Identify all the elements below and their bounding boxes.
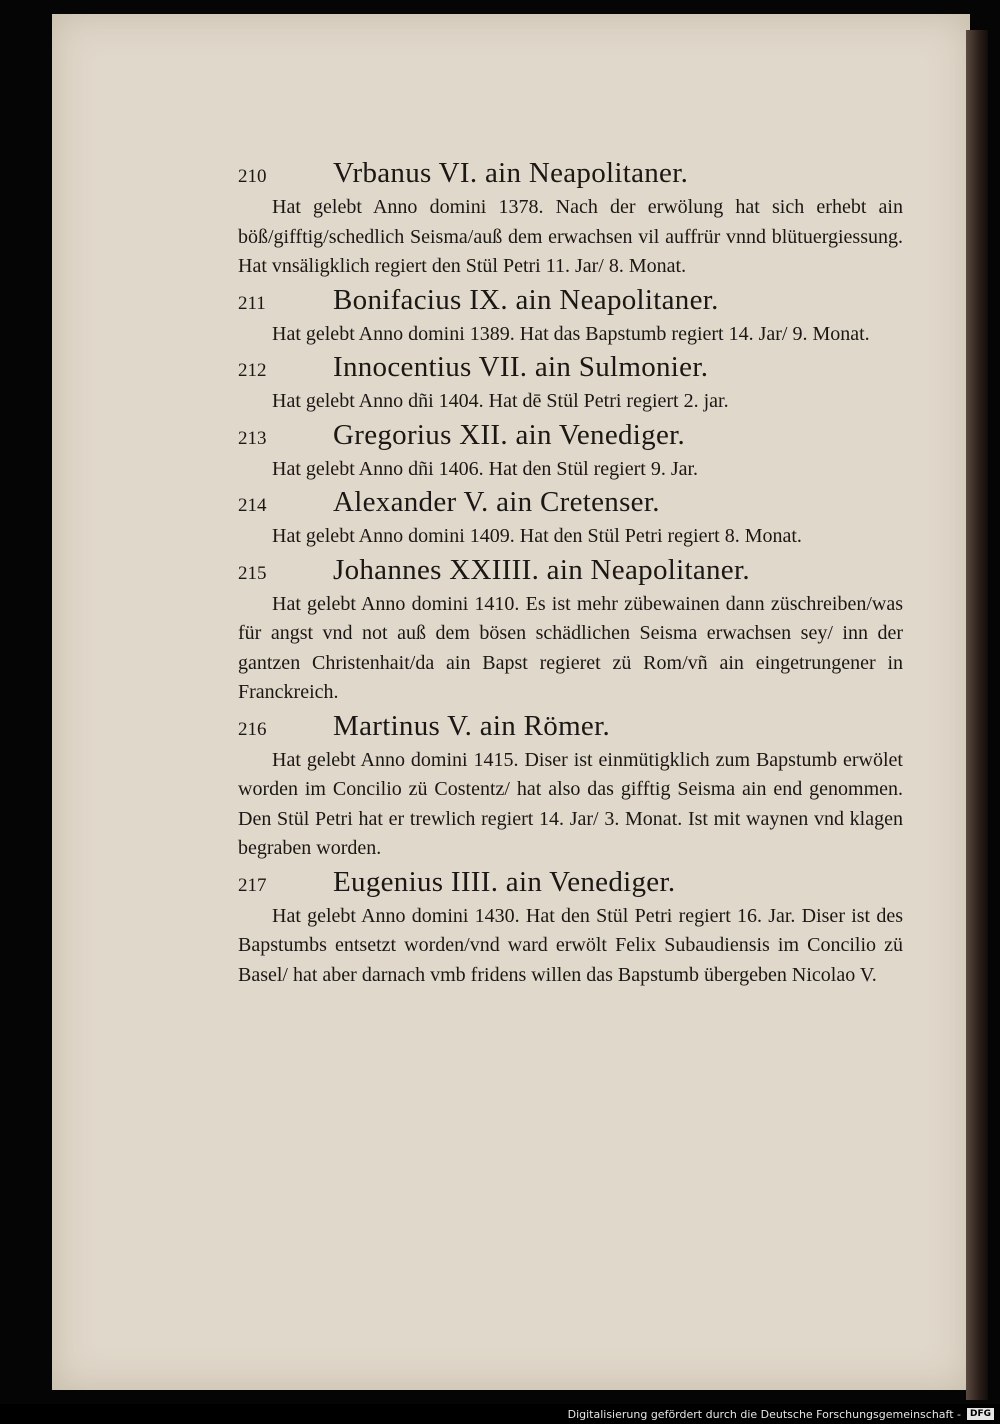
entry-text: Hat gelebt Anno dñi 1406. Hat den Stül regiert 9. Jar. [272,457,699,480]
entry-title: Johannes XXIIII. ain Neapolitaner. [333,553,750,586]
entry-heading [238,419,903,455]
entry-title: Alexander V. ain Cretenser. [333,486,660,518]
entry-heading [238,486,903,522]
entry-number: 212 [238,360,267,381]
entry-text: Hat gelebt Anno domini 1410. Es ist mehr zübewainen dann züschreiben/was für angst vnd not auß dem bösen schädlichen Seisma erwachsen sey/ inn der gantzen Christenhait/da ain Bapst regieret zü Rom/vñ ain eingetrungener in Franckreich. [238,592,903,703]
entry-text: Hat gelebt Anno domini 1409. Hat den Stül Petri regiert 8. Monat. [272,525,802,547]
entry-text: Hat gelebt Anno domini 1378. Nach der erwölung hat sich erhebt ain böß/gifftig/schedlich Seisma/auß dem erwachsen vil auffrür vnnd blütuergiessung. Hat vnsäligklich regiert den Stül Petri 11. Jar/ 8. Monat. [238,196,903,277]
entry-text: Hat gelebt Anno domini 1430. Hat den Stül Petri regiert 16. Jar. Diser ist des Bapstumbs entsetzt worden/vnd ward erwölt Felix Subaudiensis im Concilio zü Basel/ hat aber darnach vmb fridens willen das Bapstumb übergeben Nicolao V. [238,904,903,986]
entry-number: 213 [238,427,267,449]
footer-credit: Digitalisierung gefördert durch die Deutsche Forschungsgemeinschaft - [567,1407,961,1421]
entry-number: 214 [238,495,267,516]
dfg-logo-icon: DFG [967,1408,994,1420]
entry-heading [238,710,903,746]
footer-bar [0,1404,1000,1424]
entry-number: 210 [238,166,267,187]
entry-number: 211 [238,292,266,314]
entry-number: 215 [238,562,267,584]
entry-title: Martinus V. ain Römer. [333,709,611,742]
entry-number: 217 [238,874,267,896]
entry-title: Eugenius IIII. ain Venediger. [333,865,676,898]
entry-number: 216 [238,718,267,740]
page-edge [966,30,988,1400]
entry-heading [238,157,903,193]
entry-title: Bonifacius IX. ain Neapolitaner. [333,283,719,316]
entry-heading [238,866,903,902]
entry-heading [238,351,903,387]
entry-title: Vrbanus VI. ain Neapolitaner. [333,157,689,189]
entry-text: Hat gelebt Anno domini 1415. Diser ist einmütigklich zum Bapstumb erwölet worden im Concilio zü Costentz/ hat also das gifftig Seisma ain end genommen. Den Stül Petri hat er trewlich regiert 14. Jar/ 3. Monat. Ist mit waynen vnd klagen begraben worden. [238,748,903,859]
entry-text: Hat gelebt Anno domini 1389. Hat das Bapstumb regiert 14. Jar/ 9. Monat. [272,322,870,345]
page-text [238,155,903,992]
entry-heading [238,284,903,320]
entry-title: Innocentius VII. ain Sulmonier. [333,351,709,383]
entry-text: Hat gelebt Anno dñi 1404. Hat dē Stül Petri regiert 2. jar. [272,390,729,412]
entry-title: Gregorius XII. ain Venediger. [333,418,686,451]
entry-heading [238,554,903,590]
